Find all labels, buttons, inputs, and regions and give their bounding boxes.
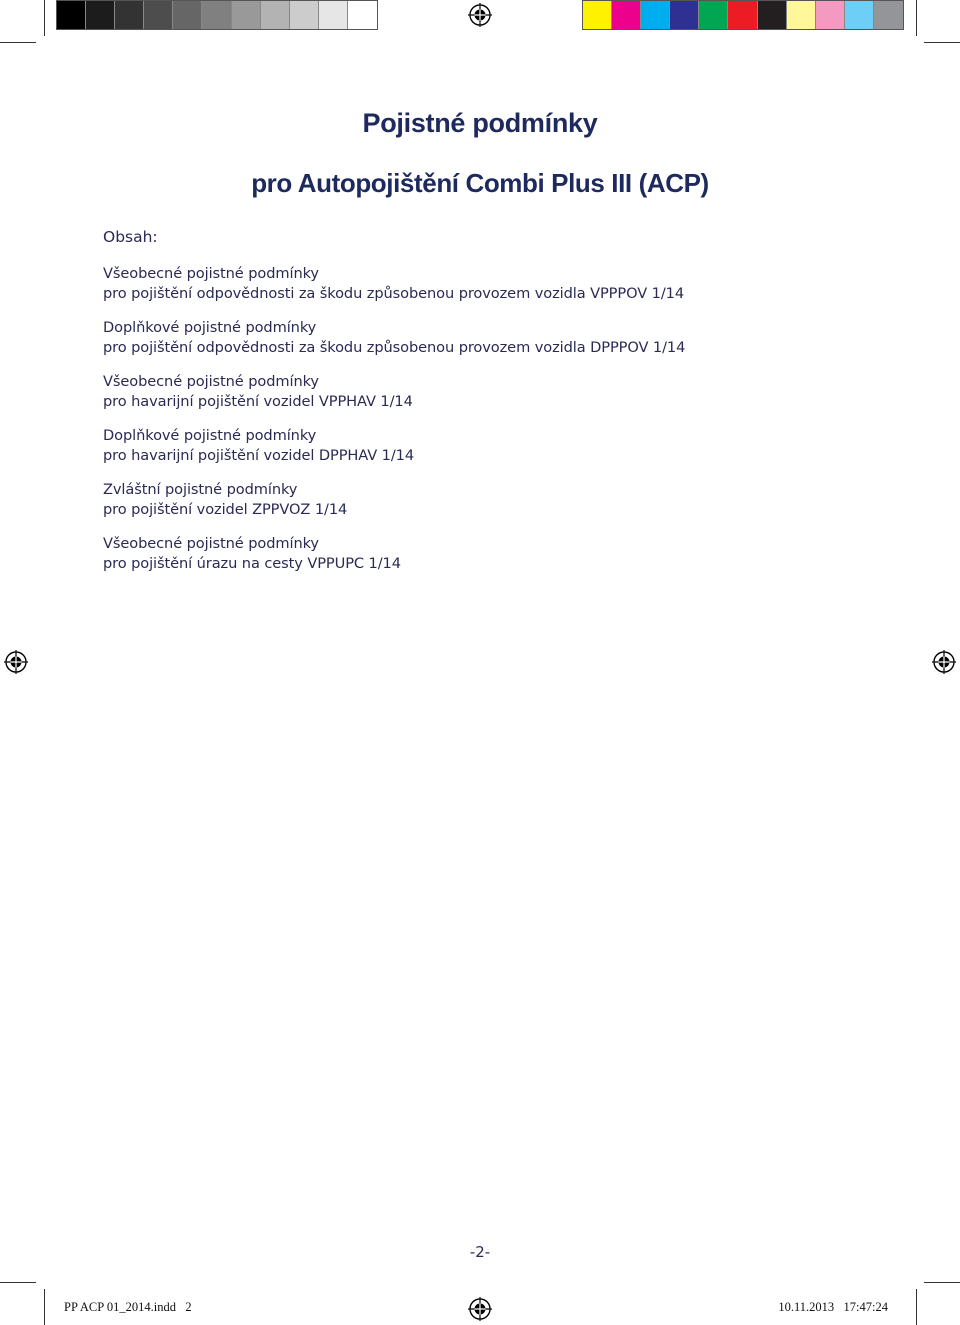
toc-entry (103, 426, 685, 465)
color-swatch (699, 1, 728, 29)
document-subtitle: pro Autopojištění Combi Plus III (ACP) (251, 168, 709, 198)
toc-entry-subtitle: pro pojištění odpovědnosti za škodu způsobenou provozem vozidla DPPPOV 1/14 (103, 338, 686, 356)
toc-entry (103, 534, 685, 573)
crop-mark-bottom-left-h (0, 1282, 36, 1283)
crop-mark-top-right-v (916, 0, 917, 36)
page-number: -2- (469, 1243, 491, 1261)
crop-mark-top-left-h (0, 42, 36, 43)
gray-swatch (86, 1, 115, 29)
toc-entry-title: Zvláštní pojistné podmínky (103, 481, 298, 498)
toc-entry-title: Všeobecné pojistné podmínky (103, 265, 319, 282)
toc-entry-title: Všeobecné pojistné podmínky (103, 373, 319, 390)
gray-swatch (348, 1, 377, 29)
registration-mark-icon (468, 3, 492, 27)
gray-swatch (290, 1, 319, 29)
crop-mark-bottom-left-v (44, 1289, 45, 1325)
toc-entry-subtitle: pro pojištění úrazu na cesty VPPUPC 1/14 (103, 554, 401, 572)
contents-label: Obsah: (103, 228, 158, 246)
crop-mark-bottom-right-h (924, 1282, 960, 1283)
gray-swatch (115, 1, 144, 29)
toc-entry-subtitle: pro havarijní pojištění vozidel VPPHAV 1/14 (103, 392, 413, 410)
gray-swatch (144, 1, 173, 29)
color-swatch (816, 1, 845, 29)
slug-filename: PP ACP 01_2014.indd 2 (64, 1300, 192, 1314)
crop-mark-top-left-v (44, 0, 45, 36)
registration-mark-icon (4, 650, 28, 674)
toc-entry-title: Doplňkové pojistné podmínky (103, 427, 317, 444)
gray-swatch (202, 1, 231, 29)
crop-mark-top-right-h (924, 42, 960, 43)
color-swatch (758, 1, 787, 29)
color-calibration-bar (582, 0, 904, 30)
gray-calibration-bar (56, 0, 378, 30)
toc-entry-subtitle: pro pojištění odpovědnosti za škodu způsobenou provozem vozidla VPPPOV 1/14 (103, 284, 685, 302)
registration-mark-icon (468, 1297, 492, 1321)
slug-timestamp: 10.11.2013 17:47:24 (778, 1300, 888, 1314)
color-swatch (787, 1, 816, 29)
gray-swatch (232, 1, 261, 29)
color-swatch (670, 1, 699, 29)
toc-entry (103, 480, 685, 519)
color-swatch (728, 1, 757, 29)
toc-entry-subtitle: pro havarijní pojištění vozidel DPPHAV 1/14 (103, 446, 415, 464)
color-swatch (874, 1, 903, 29)
gray-swatch (57, 1, 86, 29)
toc-entry (103, 318, 685, 357)
color-swatch (612, 1, 641, 29)
toc-entry-title: Všeobecné pojistné podmínky (103, 535, 319, 552)
color-swatch (641, 1, 670, 29)
toc-entry-title: Doplňkové pojistné podmínky (103, 319, 317, 336)
toc-entry (103, 264, 685, 303)
gray-swatch (173, 1, 202, 29)
gray-swatch (261, 1, 290, 29)
color-swatch (845, 1, 874, 29)
toc-entry-subtitle: pro pojištění vozidel ZPPVOZ 1/14 (103, 500, 348, 518)
registration-mark-icon (932, 650, 956, 674)
document-title: Pojistné podmínky (362, 108, 598, 138)
table-of-contents (103, 264, 685, 588)
crop-mark-bottom-right-v (916, 1289, 917, 1325)
toc-entry (103, 372, 685, 411)
color-swatch (583, 1, 612, 29)
gray-swatch (319, 1, 348, 29)
